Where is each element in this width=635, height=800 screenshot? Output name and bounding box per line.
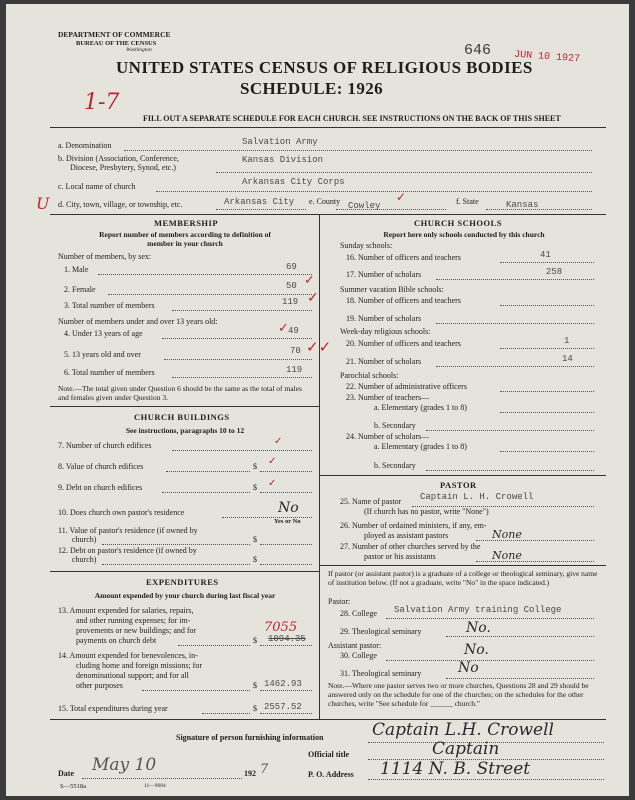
po-address-label: P. O. Address (308, 770, 354, 779)
form-title: UNITED STATES CENSUS OF RELIGIOUS BODIES (116, 58, 533, 77)
q14-dollar: $ (253, 681, 257, 690)
red-check-icon: ✓ (396, 190, 407, 204)
census-schedule-sheet (6, 4, 629, 796)
sunday-label: Sunday schools: (340, 241, 393, 250)
q6-label: 6. Total number of members (64, 368, 155, 377)
red-u-mark: U (36, 194, 50, 213)
schools-heading: CHURCH SCHOOLS (414, 218, 502, 228)
q21-label: 21. Number of scholars (346, 357, 422, 366)
denomination-value: Salvation Army (242, 137, 318, 147)
q15-dollar: $ (253, 704, 257, 713)
q10-label: 10. Does church own pastor's residence (58, 508, 185, 517)
q30-value: No. (464, 642, 489, 658)
q14-label: 14. Amount expended for benevolences, in- (58, 651, 198, 660)
q14-label-2: cluding home and foreign missions; for (76, 661, 202, 670)
red-check-icon: ✓ (304, 272, 315, 287)
q15-label: 15. Total expenditures during year (58, 704, 168, 713)
q23-label: 23. Number of teachers— (346, 393, 430, 402)
q9-dollar: $ (253, 483, 257, 492)
year-digit: 7 (260, 762, 269, 777)
signature-label: Signature of person furnishing information (176, 733, 324, 742)
q24-label: 24. Number of scholars— (346, 432, 430, 441)
q18-label: 18. Number of officers and teachers (346, 296, 461, 305)
buildings-sub: See instructions, paragraphs 10 to 12 (125, 426, 245, 435)
summer-label: Summer vacation Bible schools: (340, 285, 444, 294)
q2-label: 2. Female (64, 285, 96, 294)
q31-label: 31. Theological seminary (340, 669, 422, 678)
q27-label-2: pastor or his assistants (364, 552, 436, 561)
pastor-note: Note.—Where one pastor serves two or more churches, Questions 28 and 29 should be answered only on the schedule for one of the churches; on the schedules for the other churches, write "See schedule for ______ church." (328, 681, 589, 708)
q17-value: 258 (546, 267, 563, 277)
q26-label: 26. Number of ordained ministers, if any, em- (340, 521, 487, 530)
membership-note: Note.—The total given under Question 6 should be the same as the total of males and females given under Question 3. (58, 384, 302, 402)
expenditures-sub: Amount expended by your church during last fiscal year (94, 591, 276, 600)
pastor-sublabel: Pastor: (328, 597, 351, 606)
red-double-check-icon: ✓✓ (306, 340, 332, 356)
q25-label: 25. Name of pastor (340, 497, 402, 506)
red-check-icon: ✓ (278, 320, 289, 335)
q10-value: No (278, 500, 299, 516)
q3-value: 119 (282, 297, 299, 307)
q27-value: None (492, 549, 522, 562)
weekday-label: Week-day religious schools: (340, 327, 431, 336)
q13-label-2: and other running expenses; for im- (76, 616, 191, 625)
date-value: May 10 (92, 755, 157, 775)
local-name-value: Arkansas City Corps (242, 177, 345, 187)
q23a-label: a. Elementary (grades 1 to 8) (374, 403, 467, 412)
instruction-line: FILL OUT A SEPARATE SCHEDULE FOR EACH CHURCH. SEE INSTRUCTIONS ON THE BACK OF THIS SHEET (143, 114, 561, 123)
print-code: 11—9684 (144, 783, 166, 789)
q24b-label: b. Secondary (374, 461, 416, 470)
q29-value: No. (466, 620, 491, 636)
by-sex-label: Number of members, by sex: (58, 252, 152, 261)
membership-heading: MEMBERSHIP (154, 218, 219, 228)
q14-label-4: other purposes (76, 681, 123, 690)
q7-label: 7. Number of church edifices (58, 441, 152, 450)
q1-value: 69 (286, 262, 297, 272)
q11-label: 11. Value of pastor's residence (if owned by (58, 526, 198, 535)
county-label: e. County (309, 197, 341, 206)
q13-typed-value: 1094.35 (268, 634, 306, 644)
official-title-label: Official title (308, 750, 350, 759)
state-label: f. State (456, 197, 479, 206)
q15-value: 2557.52 (264, 702, 302, 712)
q20-label: 20. Number of officers and teachers (346, 339, 461, 348)
q31-value: No (458, 660, 479, 676)
q13-label-4: payments on church debt (76, 636, 157, 645)
division-value: Kansas Division (242, 155, 324, 165)
parochial-label: Parochial schools: (340, 371, 399, 380)
q4-value: 49 (288, 326, 299, 336)
pastor-heading: PASTOR (440, 480, 477, 490)
county-value: Cowley (348, 201, 381, 211)
q28-value: Salvation Army training College (394, 605, 562, 615)
q13-handwritten-value: 7055 (264, 620, 298, 635)
red-annotation: 1-7 (84, 90, 120, 115)
q11-label-2: church) (72, 535, 97, 544)
q21-value: 14 (562, 354, 573, 364)
q3-label: 3. Total number of members (64, 301, 155, 310)
q17-label: 17. Number of scholars (346, 270, 422, 279)
official-title-value: Captain (432, 739, 500, 759)
q30-label: 30. College (340, 651, 377, 660)
q12-dollar: $ (253, 555, 257, 564)
q6-value: 119 (286, 365, 303, 375)
form-subtitle: SCHEDULE: 1926 (240, 79, 384, 98)
state-value: Kansas (506, 200, 539, 210)
red-check-icon: ✓ (268, 456, 277, 467)
po-address-value: 1114 N. B. Street (380, 759, 531, 779)
under-over-label: Number of members under and over 13 years old: (58, 317, 218, 326)
q25-value: Captain L. H. Crowell (420, 492, 534, 502)
assistant-sublabel: Assistant pastor: (328, 641, 382, 650)
q23b-label: b. Secondary (374, 421, 416, 430)
bureau-name: BUREAU OF THE CENSUS (76, 40, 157, 47)
q4-label: 4. Under 13 years of age (64, 329, 143, 338)
q14-label-3: denominational support; and for all (76, 671, 189, 680)
date-label: Date (58, 769, 74, 778)
year-prefix: 192 (244, 769, 256, 778)
q8-dollar: $ (253, 462, 257, 471)
received-stamp: JUN 10 1927 (513, 49, 581, 66)
q13-dollar: $ (253, 636, 257, 645)
city-value: Arkansas City (224, 197, 295, 207)
q26-label-2: ployed as assistant pastors (364, 531, 449, 540)
division-label: b. Division (Association, Conference, (58, 154, 179, 163)
q9-label: 9. Debt on church edifices (58, 483, 143, 492)
red-check-icon: ✓ (307, 291, 319, 306)
q16-value: 41 (540, 250, 551, 260)
division-label-2: Diocese, Presbytery, Synod, etc.) (70, 163, 176, 172)
q13-label: 13. Amount expended for salaries, repairs, (58, 606, 194, 615)
city-name: Washington (126, 47, 152, 53)
expenditures-heading: EXPENDITURES (146, 577, 219, 587)
q1-label: 1. Male (64, 265, 89, 274)
form-number: 646 (464, 42, 492, 59)
q22-label: 22. Number of administrative officers (346, 382, 467, 391)
q2-value: 50 (286, 281, 297, 291)
q5-label: 5. 13 years old and over (64, 350, 141, 359)
q19-label: 19. Number of scholars (346, 314, 422, 323)
q29-label: 29. Theological seminary (340, 627, 422, 636)
q28-label: 28. College (340, 609, 377, 618)
q16-label: 16. Number of officers and teachers (346, 253, 461, 262)
q12-label-2: church) (72, 555, 97, 564)
dept-name: DEPARTMENT OF COMMERCE (58, 30, 171, 39)
local-name-label: c. Local name of church (58, 182, 136, 191)
form-code: S—5518a (60, 783, 86, 790)
q5-value: 70 (290, 346, 301, 356)
red-check-icon: ✓ (268, 478, 277, 489)
membership-sub-2: member in your church (147, 239, 223, 248)
denomination-label: a. Denomination (58, 141, 112, 150)
q26-value: None (492, 528, 522, 541)
q25-hint: (If church has no pastor, write "None") (364, 507, 489, 516)
yes-no-hint: Yes or No (274, 518, 301, 525)
q27-label: 27. Number of other churches served by the (340, 542, 481, 551)
q13-label-3: provements or new buildings; and for (76, 626, 197, 635)
red-check-icon: ✓ (274, 436, 283, 447)
q11-dollar: $ (253, 535, 257, 544)
membership-sub-1: Report number of members according to definition of (99, 230, 271, 239)
graduate-note: If pastor (or assistant pastor) is a graduate of a college or theological seminary, give name of institution below. (If not a graduate, write "No" in the space indicated.) (328, 569, 598, 587)
q8-label: 8. Value of church edifices (58, 462, 144, 471)
q20-value: 1 (564, 336, 570, 346)
buildings-heading: CHURCH BUILDINGS (134, 412, 230, 422)
schools-sub: Report here only schools conducted by this church (383, 230, 545, 239)
q12-label: 12. Debt on pastor's residence (if owned by (58, 546, 197, 555)
q14-value: 1462.93 (264, 679, 302, 689)
city-label: d. City, town, village, or township, etc. (58, 200, 183, 209)
signature-value: Captain L.H. Crowell (372, 720, 554, 740)
q24a-label: a. Elementary (grades 1 to 8) (374, 442, 467, 451)
